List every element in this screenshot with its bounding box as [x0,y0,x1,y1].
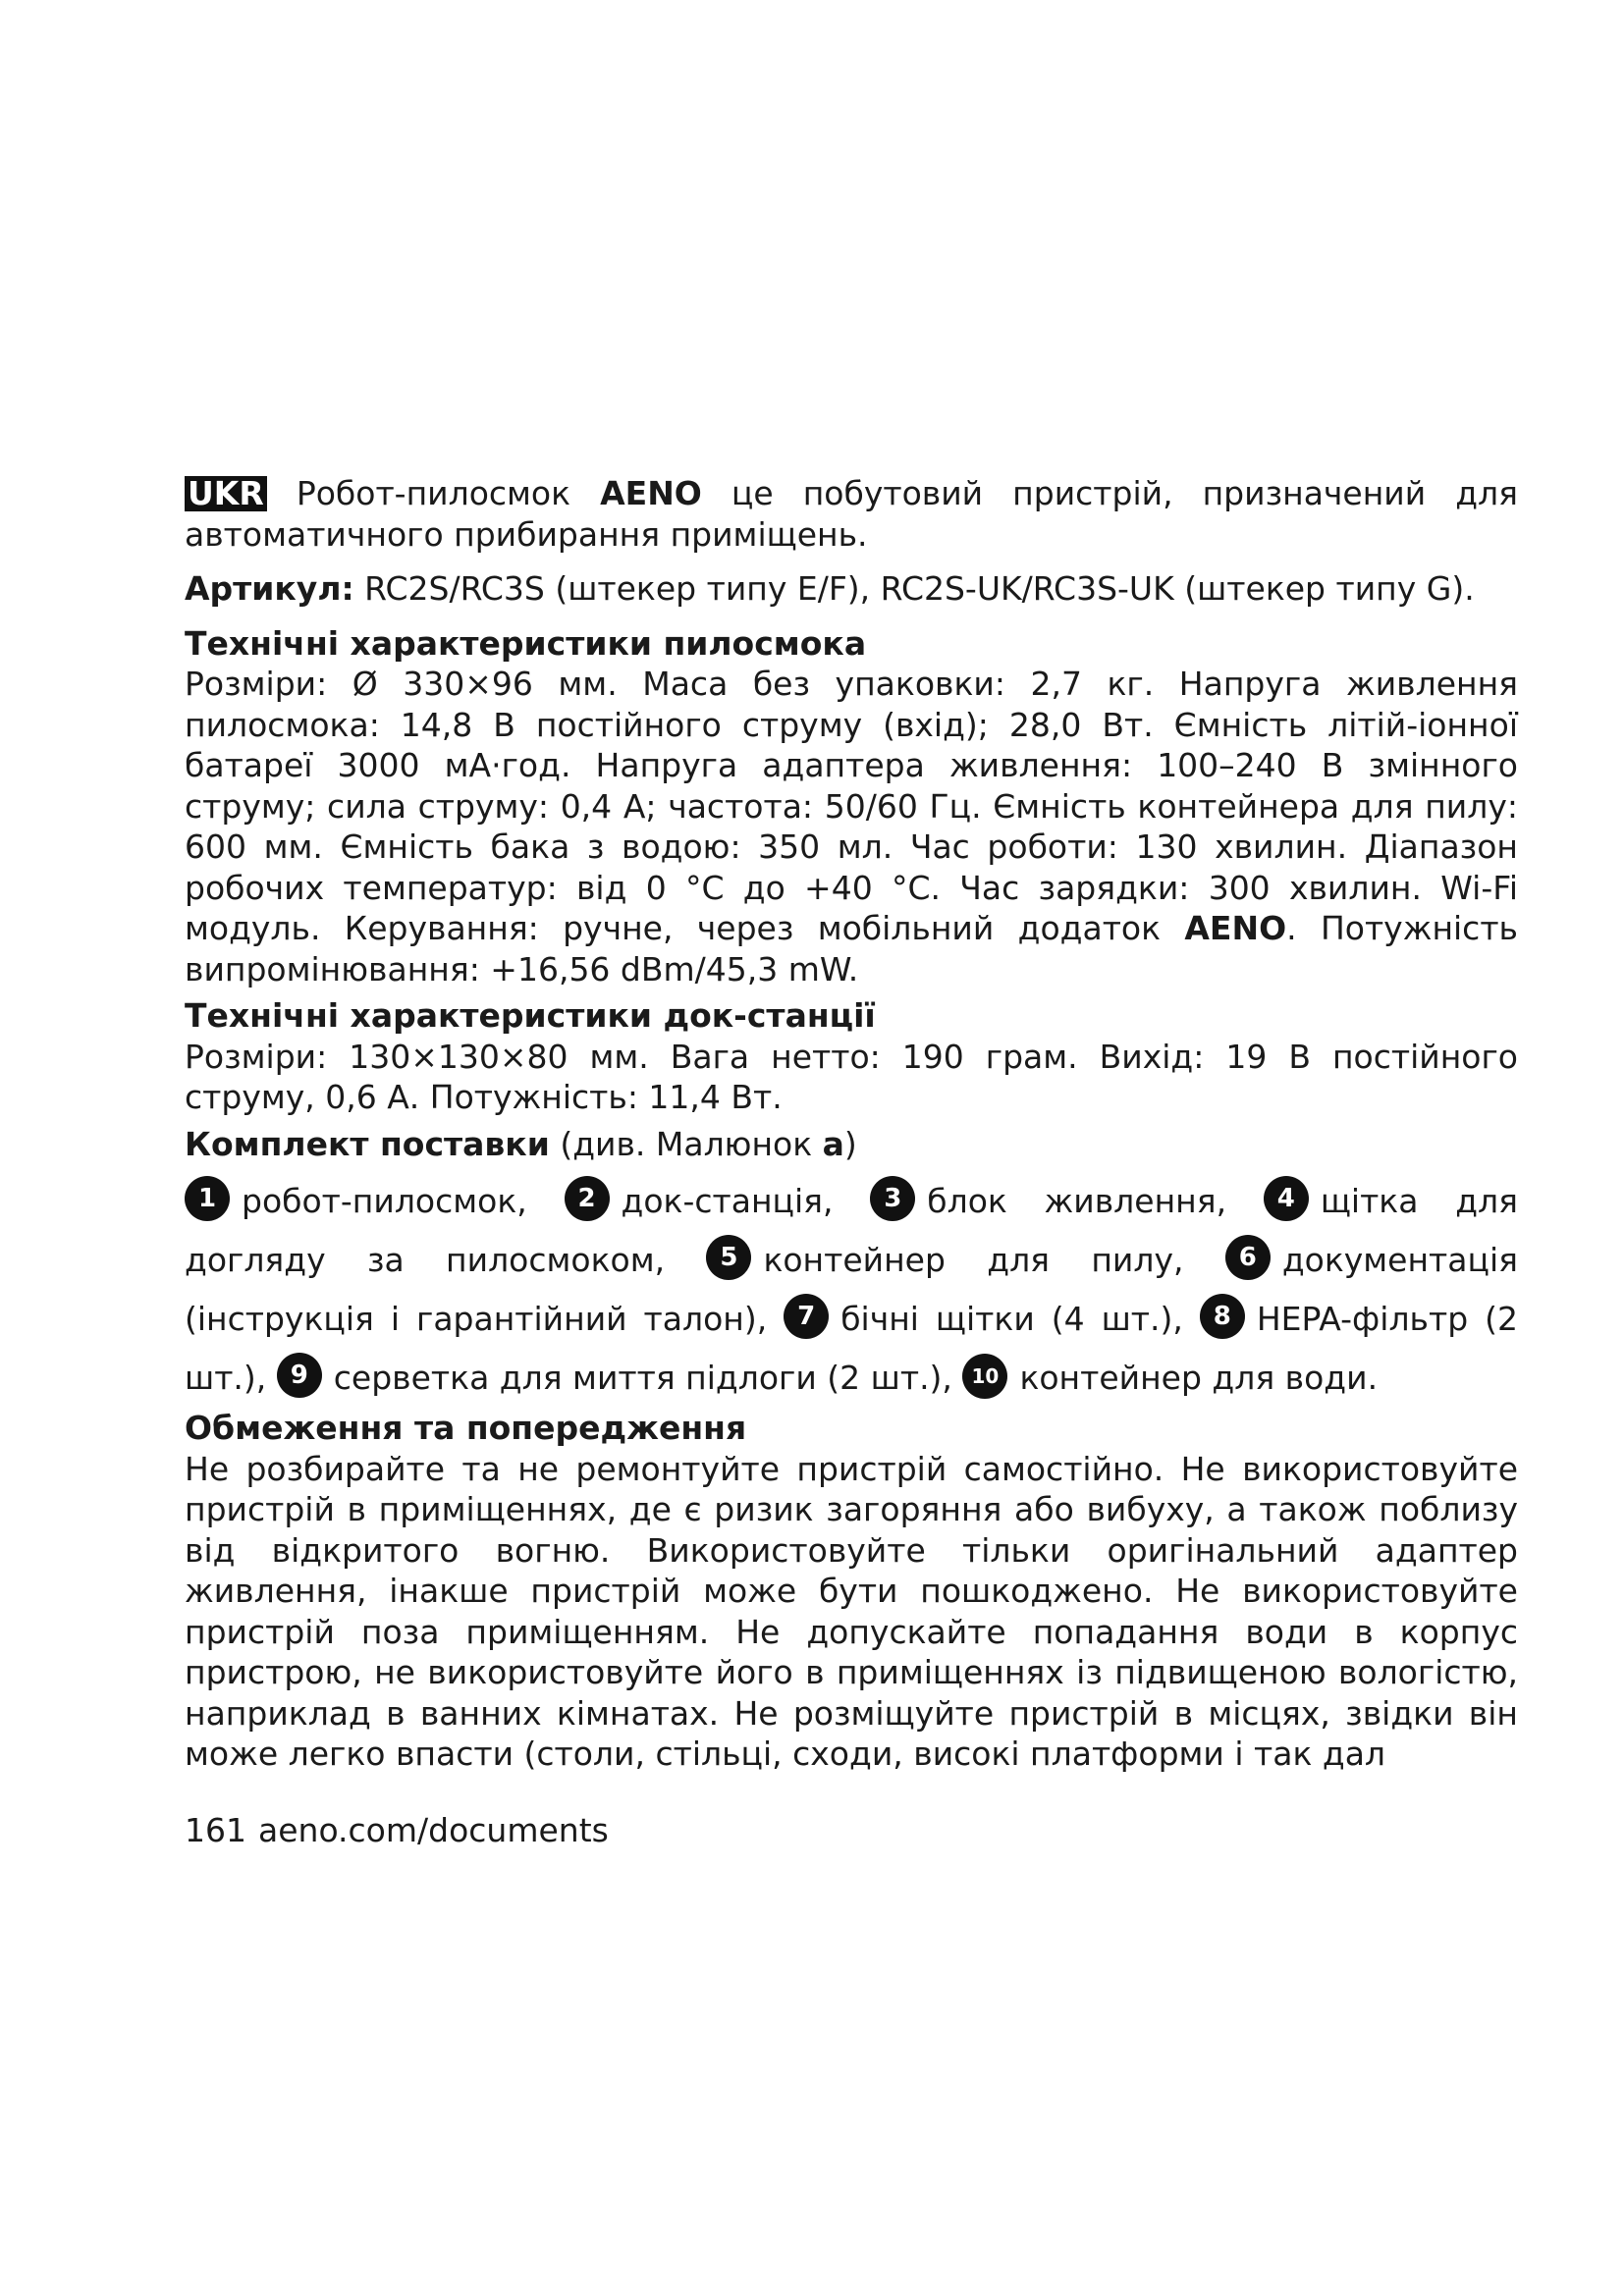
intro-brand: AENO [600,474,702,512]
kit-figure-letter: а [822,1124,844,1163]
document-page [185,473,1518,1850]
footer-url: aeno.com/documents [258,1810,609,1849]
page-number: 161 [185,1810,246,1849]
kit-heading: Комплект поставки [185,1124,550,1163]
kit-item-number: 1 [185,1176,230,1221]
kit-item-number: 4 [1264,1176,1309,1221]
kit-item-number: 5 [706,1235,751,1280]
kit-see-figure: (див. Малюнок [549,1124,823,1163]
kit-item-text: бічні щітки (4 шт.), [840,1300,1183,1338]
kit-item-number: 6 [1225,1235,1271,1280]
vacuum-specs-text [185,664,1518,989]
warnings-text: Не розбирайте та не ремонтуйте пристрій самостійно. Не використовуйте пристрій в приміщеннях, де є ризик загоряння або вибуху, а також поблизу від відкритого вогню. Використовуйте тільки оригінальний адаптер живлення, інакше пристрій може бути пошкоджено. Не використовуйте пристрій поза приміщенням. Не допускайте попадання води в корпус пристрою, не використовуйте його в приміщеннях із підвищеною вологістю, наприклад в ванних кімнатах. Не розміщуйте пристрій в місцях, звідки він може легко впасти (столи, стільці, сходи, високі платформи і так дал [185,1449,1518,1773]
kit-item-number: 2 [565,1176,610,1221]
kit-heading-line [185,1124,1518,1165]
kit-item-number: 8 [1200,1294,1245,1339]
kit-item-text: щітка для догляду за пилосмоком, [185,1182,1518,1279]
intro-text-start: Робот-пилосмок [266,474,601,512]
kit-item-text: блок живлення, [927,1182,1227,1220]
page-footer [185,1810,1518,1851]
article-label: Артикул: [185,569,354,608]
intro-paragraph [185,473,1518,555]
intro-text-end: це побутовий пристрій, призначений для автоматичного прибирання приміщень. [185,474,1518,554]
kit-item-text: док-станція, [621,1182,834,1220]
kit-list [185,1172,1518,1408]
vacuum-specs-brand: AENO [1184,909,1287,947]
vacuum-specs-text-start: Розміри: Ø 330×96 мм. Маса без упаковки: 2,7 кг. Напруга живлення пилосмока: 14,8 В постійного струму (вхід); 28,0 Вт. Ємність літій-іонної батареї 3000 мА·год. Напруга адаптера живлення: 100–240 В змінного струму; сила струму: 0,4 А; частота: 50/60 Гц. Ємність контейнера для пилу: 600 мм. Ємність бака з водою: 350 мл. Час роботи: 130 хвилин. Діапазон робочих температур: від 0 °C до +40 °C. Час зарядки: 300 хвилин. Wi-Fi модуль. Керування: ручне, через мобільний додаток [185,665,1518,947]
kit-item-text: серветка для миття підлоги (2 шт.), [333,1359,952,1397]
article-line [185,568,1518,610]
vacuum-specs-text-end: . Потужність випромінювання: +16,56 dBm/45,3 mW. [185,909,1519,988]
language-badge: UKR [185,476,267,511]
kit-item-number: 3 [870,1176,915,1221]
kit-item-text: HEPA-фільтр (2 шт.), [185,1300,1518,1397]
vacuum-specs-heading: Технічні характеристики пилосмока [185,623,867,663]
article-value: RC2S/RC3S (штекер типу E/F), RC2S-UK/RC3S-UK (штекер типу G). [353,569,1475,608]
kit-item-number: 9 [277,1353,322,1398]
warnings-heading: Обмеження та попередження [185,1409,747,1447]
dock-specs-heading: Технічні характеристики док-станції [185,996,876,1035]
kit-item-number: 10 [962,1354,1007,1399]
dock-specs-text: Розміри: 130×130×80 мм. Вага нетто: 190 грам. Вихід: 19 В постійного струму, 0,6 А. Потужність: 11,4 Вт. [185,1037,1518,1116]
kit-item-number: 7 [784,1294,829,1339]
kit-close-paren: ) [843,1124,857,1163]
kit-item-text: робот-пилосмок, [242,1182,527,1220]
kit-item-text: контейнер для пилу, [763,1241,1184,1279]
kit-item-text: контейнер для води. [1019,1359,1379,1397]
kit-item-text: документація (інструкція і гарантійний талон), [185,1241,1518,1338]
